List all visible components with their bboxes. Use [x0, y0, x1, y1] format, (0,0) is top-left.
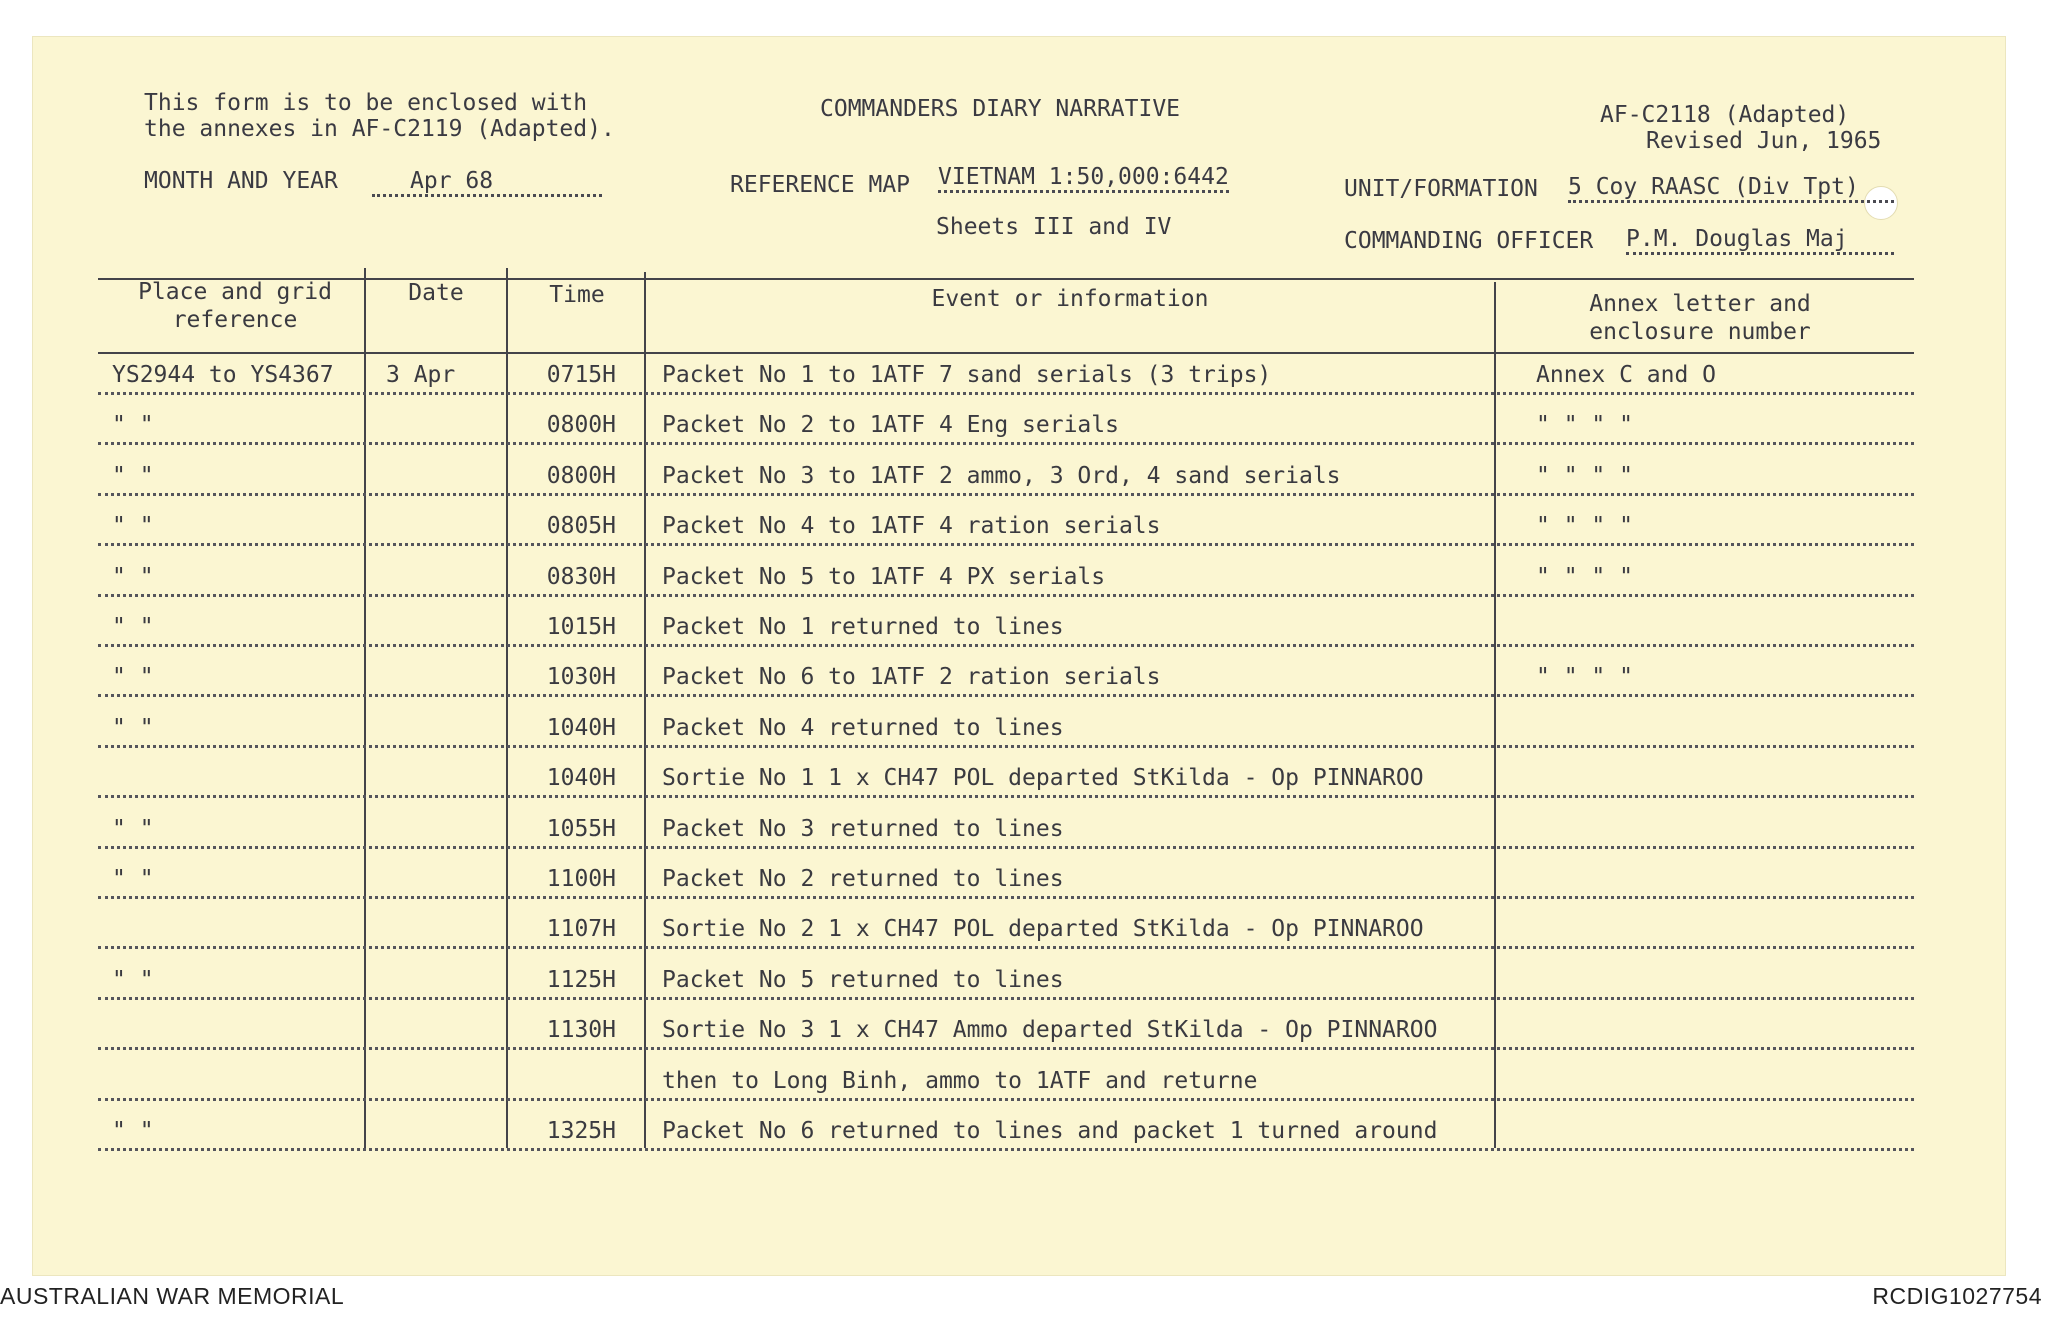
row-dotted-rule [98, 896, 1914, 899]
unit-formation-label: UNIT/FORMATION [1344, 176, 1538, 202]
entry-place: " " [112, 614, 154, 640]
entry-event: Sortie No 3 1 x CH47 Ammo departed StKilda - Op PINNAROO [662, 1017, 1438, 1043]
entry-time: 1325H [546, 1118, 616, 1144]
column-divider-2 [506, 268, 508, 1148]
row-dotted-rule [98, 493, 1914, 496]
row-dotted-rule [98, 543, 1914, 546]
entry-annex: " " " " [1536, 664, 1633, 690]
entry-time: 1107H [546, 916, 616, 942]
entry-time: 0805H [546, 513, 616, 539]
form-revised: Revised Jun, 1965 [1646, 128, 1882, 154]
reference-map-label: REFERENCE MAP [730, 172, 911, 198]
entry-event: then to Long Binh, ammo to 1ATF and returne [662, 1068, 1258, 1094]
commanding-officer-value: P.M. Douglas Maj [1626, 226, 1894, 255]
entry-place: " " [112, 967, 154, 993]
entry-time: 1030H [546, 664, 616, 690]
entry-place: " " [112, 866, 154, 892]
entry-place: " " [112, 412, 154, 438]
entry-event: Sortie No 1 1 x CH47 POL departed StKilda - Op PINNAROO [662, 765, 1424, 791]
archive-credit: AUSTRALIAN WAR MEMORIAL [0, 1283, 345, 1309]
entry-event: Packet No 3 to 1ATF 2 ammo, 3 Ord, 4 sand serials [662, 463, 1341, 489]
entry-event: Packet No 3 returned to lines [662, 816, 1064, 842]
entry-time: 1040H [546, 765, 616, 791]
entry-place: " " [112, 816, 154, 842]
unit-formation-value: 5 Coy RAASC (Div Tpt) [1568, 174, 1894, 203]
entry-event: Packet No 6 returned to lines and packet 1 turned around [662, 1118, 1438, 1144]
row-dotted-rule [98, 846, 1914, 849]
column-header-event: Event or information [931, 286, 1209, 312]
entry-event: Packet No 1 to 1ATF 7 sand serials (3 trips) [662, 362, 1272, 388]
entry-place: YS2944 to YS4367 [112, 362, 334, 388]
entry-annex: " " " " [1536, 412, 1633, 438]
entry-event: Packet No 6 to 1ATF 2 ration serials [662, 664, 1161, 690]
entry-event: Packet No 5 to 1ATF 4 PX serials [662, 564, 1106, 590]
entry-event: Packet No 4 to 1ATF 4 ration serials [662, 513, 1161, 539]
column-header-annex: Annex letter and enclosure number [1589, 291, 1811, 345]
entry-place: " " [112, 463, 154, 489]
entry-event: Packet No 1 returned to lines [662, 614, 1064, 640]
entry-time: 0830H [546, 564, 616, 590]
entry-place: " " [112, 664, 154, 690]
entry-place: " " [112, 513, 154, 539]
row-dotted-rule [98, 392, 1914, 395]
form-id: AF-C2118 (Adapted) [1600, 102, 1850, 128]
entry-time: 1040H [546, 715, 616, 741]
entry-event: Sortie No 2 1 x CH47 POL departed StKilda - Op PINNAROO [662, 916, 1424, 942]
entry-annex: Annex C and O [1536, 362, 1717, 388]
form-note-line2: the annexes in AF-C2119 (Adapted). [144, 116, 615, 142]
row-dotted-rule [98, 594, 1914, 597]
entry-time: 1015H [546, 614, 616, 640]
row-dotted-rule [98, 745, 1914, 748]
form-note-line1: This form is to be enclosed with [144, 90, 588, 116]
entry-place: " " [112, 564, 154, 590]
row-dotted-rule [98, 1047, 1914, 1050]
entry-annex: " " " " [1536, 513, 1633, 539]
entry-time: 0715H [546, 362, 616, 388]
entry-event: Packet No 2 returned to lines [662, 866, 1064, 892]
form-title: COMMANDERS DIARY NARRATIVE [820, 96, 1181, 122]
column-divider-4 [1494, 282, 1496, 1148]
entry-time: 0800H [546, 412, 616, 438]
entry-event: Packet No 5 returned to lines [662, 967, 1064, 993]
entry-time: 1130H [546, 1017, 616, 1043]
column-divider-3 [644, 272, 646, 1148]
entry-date: 3 Apr [386, 362, 456, 388]
column-header-place: Place and grid reference [138, 279, 332, 333]
entry-event: Packet No 2 to 1ATF 4 Eng serials [662, 412, 1119, 438]
row-dotted-rule [98, 1148, 1914, 1151]
entry-event: Packet No 4 returned to lines [662, 715, 1064, 741]
entry-place: " " [112, 1118, 154, 1144]
table-header-rule [98, 352, 1914, 354]
row-dotted-rule [98, 997, 1914, 1000]
entry-time: 1100H [546, 866, 616, 892]
entry-time: 1125H [546, 967, 616, 993]
month-year-value: Apr 68 [372, 168, 602, 197]
row-dotted-rule [98, 795, 1914, 798]
row-dotted-rule [98, 1098, 1914, 1101]
entry-time: 1055H [546, 816, 616, 842]
reference-map-sheets: Sheets III and IV [936, 214, 1172, 240]
entry-time: 0800H [546, 463, 616, 489]
reference-map-value: VIETNAM 1:50,000:6442 [938, 164, 1229, 193]
column-divider-1 [364, 268, 366, 1148]
entry-place: " " [112, 715, 154, 741]
entry-annex: " " " " [1536, 564, 1633, 590]
column-header-time: Time [549, 282, 605, 308]
row-dotted-rule [98, 442, 1914, 445]
entry-annex: " " " " [1536, 463, 1633, 489]
row-dotted-rule [98, 694, 1914, 697]
commanding-officer-label: COMMANDING OFFICER [1344, 228, 1594, 254]
row-dotted-rule [98, 644, 1914, 647]
row-dotted-rule [98, 946, 1914, 949]
archive-reference: RCDIG1027754 [1872, 1283, 2042, 1309]
column-header-date: Date [408, 280, 464, 306]
month-year-label: MONTH AND YEAR [144, 168, 338, 194]
